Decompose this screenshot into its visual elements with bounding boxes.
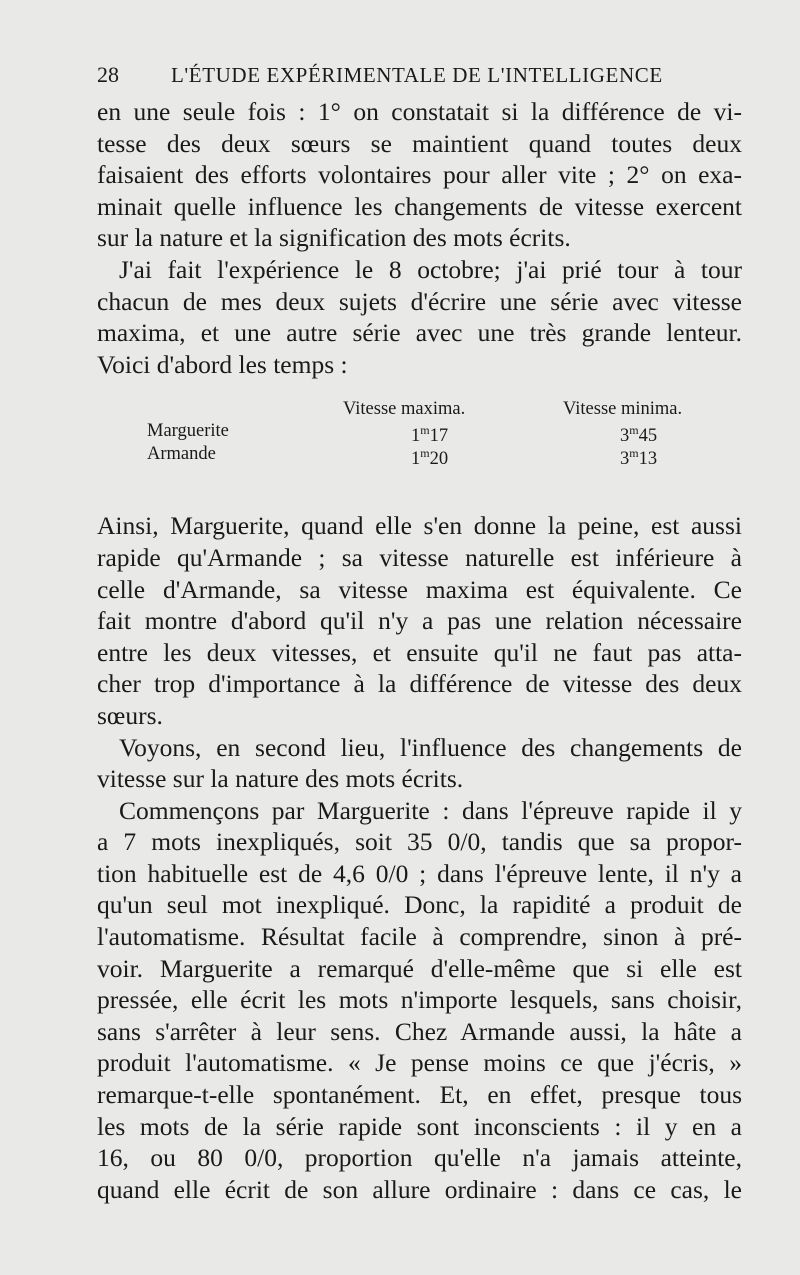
text-line: minait quelle influence les changements de vitesse exercent [97,191,742,221]
text-line: 16, ou 80 0/0, proportion qu'elle n'a jamais atteinte, [97,1143,742,1173]
text-line: a 7 mots inexpliqués, soit 35 0/0, tandis que sa propor- [97,827,742,857]
paragraph [97,795,742,1206]
page-header [97,58,677,92]
column-header-max: Vitesse maxima. [343,399,466,420]
text-line: vitesse sur la nature des mots écrits. [97,764,464,794]
text-line: l'automatisme. Résultat facile à comprendre, sinon à pré- [97,922,742,952]
text-line: Ainsi, Marguerite, quand elle s'en donne la peine, est aussi [97,511,742,541]
cell-min: 3$^m$45 [620,423,658,447]
cell-max: 1$^m$20 [411,446,449,470]
page-body [97,96,742,1205]
text-line: fait montre d'abord qu'il n'y a pas une relation nécessaire [97,606,742,636]
text-line: qu'un seul mot inexpliqué. Donc, la rapidité a produit de [97,890,742,920]
column-header-min: Vitesse minima. [563,399,683,420]
text-line: remarque-t-elle spontanément. Et, en effet, presque tous [97,1080,742,1110]
speed-table [97,380,742,500]
text-line: tesse des deux sœurs se maintient quand toutes deux [97,128,742,158]
text-line: cher trop d'importance à la différence de vitesse des deux [97,669,742,699]
row-label: Armande [147,444,216,465]
text-line: sœurs. [97,700,163,730]
text-line: en une seule fois : 1° on constatait si la différence de vi- [97,97,742,126]
text-line: Voici d'abord les temps : [97,349,348,379]
text-line: les mots de la série rapide sont inconscients : il y en a [97,1111,742,1141]
text-line: rapide qu'Armande ; sa vitesse naturelle est inférieure à [97,542,742,572]
paragraph [97,732,742,795]
text-line: quand elle écrit de son allure ordinaire : dans ce cas, le [97,1174,742,1204]
paragraph [97,254,742,380]
text-line: faisaient des efforts volontaires pour aller vite ; 2° on exa- [97,160,742,190]
text-line: chacun de mes deux sujets d'écrire une série avec vitesse [97,286,742,316]
page-number: 28 [97,62,119,87]
text-line: celle d'Armande, sa vitesse maxima est équivalente. Ce [97,574,742,604]
text-line: produit l'automatisme. « Je pense moins ce que j'écris, » [97,1048,742,1078]
running-title: L'ÉTUDE EXPÉRIMENTALE DE L'INTELLIGENCE [171,63,663,87]
text-line: J'ai fait l'expérience le 8 octobre; j'ai prié tour à tour [119,254,742,284]
paragraph [97,96,742,254]
cell-max: 1$^m$17 [411,423,449,447]
text-line: voir. Marguerite a remarqué d'elle-même que si elle est [97,953,742,983]
text-line: pressée, elle écrit les mots n'importe lesquels, sans choisir, [97,985,742,1015]
text-line: tion habituelle est de 4,6 0/0 ; dans l'épreuve lente, il n'y a [97,858,742,888]
text-line: Commençons par Marguerite : dans l'épreuve rapide il y [119,795,742,825]
text-line: entre les deux vitesses, et ensuite qu'il ne faut pas atta- [97,637,742,667]
cell-min: 3$^m$13 [620,446,658,470]
text-line: Voyons, en second lieu, l'influence des changements de [119,732,742,762]
row-label: Marguerite [147,421,229,442]
paragraph [97,510,742,731]
text-line: maxima, et une autre série avec une très grande lenteur. [97,318,742,348]
text-line: sur la nature et la signification des mots écrits. [97,223,571,253]
text-line: sans s'arrêter à leur sens. Chez Armande aussi, la hâte a [97,1016,742,1046]
